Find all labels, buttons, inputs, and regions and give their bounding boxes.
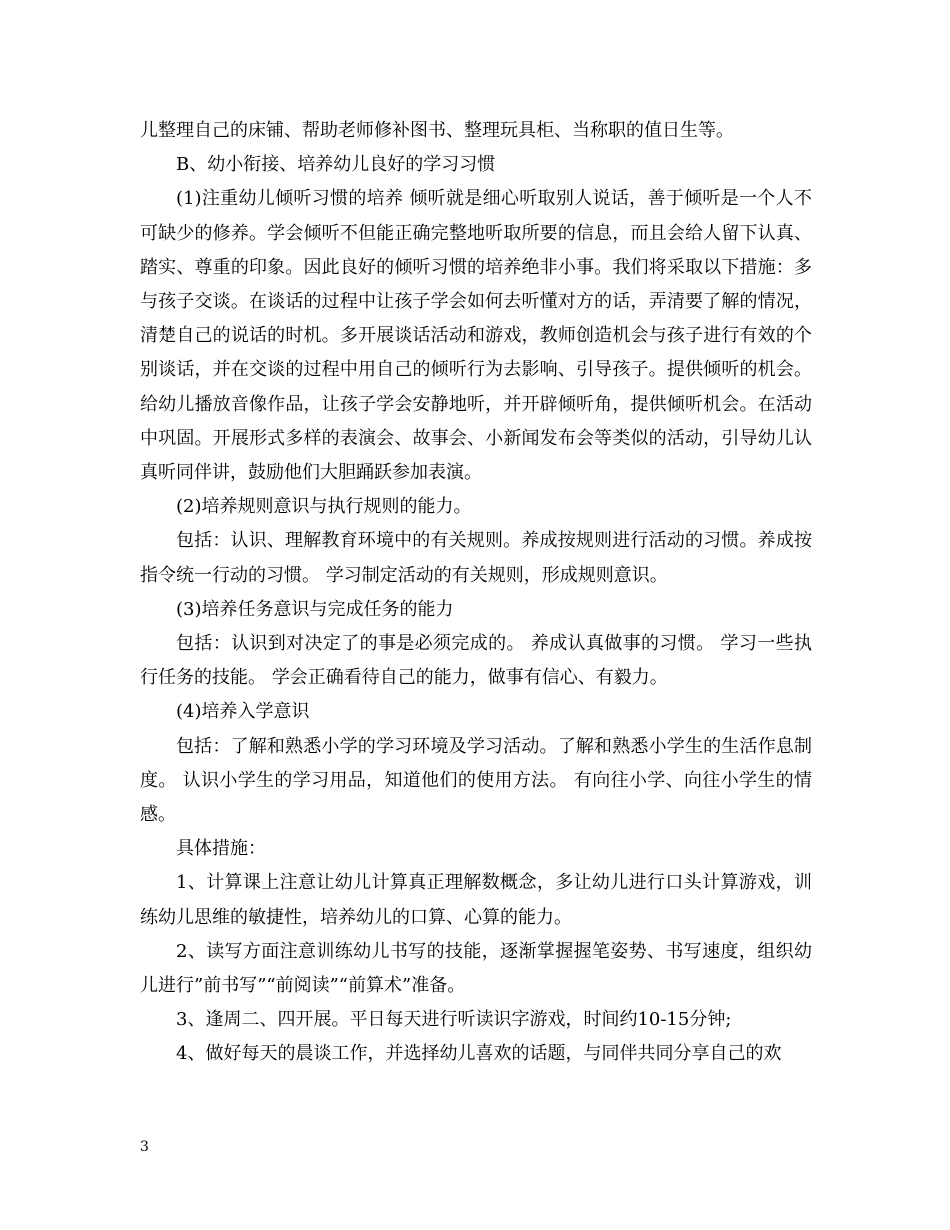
paragraph-rules: 包括：认识、理解教育环境中的有关规则。养成按规则进行活动的习惯。养成按指令统一行动的习惯。 学习制定活动的有关规则，形成规则意识。 — [140, 530, 812, 586]
subheading-rules: (2)培养规则意识与执行规则的能力。 — [176, 496, 472, 518]
subheading-measures: 具体措施： — [176, 838, 266, 860]
measure-item-4: 4、做好每天的晨谈工作，并选择幼儿喜欢的话题，与同伴共同分享自己的欢 — [176, 1043, 782, 1065]
measure-item-3: 3、逢周二、四开展。平日每天进行听读识字游戏，时间约10-15分钟; — [176, 1009, 732, 1031]
document-body — [140, 114, 812, 1072]
paragraph-listening-habits: (1)注重幼儿倾听习惯的培养 倾听就是细心听取别人说话，善于倾听是一个人不可缺少的修养。学会倾听不但能正确完整地听取所要的信息，而且会给人留下认真、踏实、尊重的印象。因此良好的倾听习惯的培养绝非小事。我们将采取以下措施：多与孩子交谈。在谈话的过程中让孩子学会如何去听懂对方的话，弄清要了解的情况，清楚自己的说话的时机。多开展谈话活动和游戏，教师创造机会与孩子进行有效的个别谈话，并在交谈的过程中用自己的倾听行为去影响、引导孩子。提供倾听的机会。给幼儿播放音像作品，让孩子学会安静地听，并开辟倾听角，提供倾听机会。在活动中巩固。开展形式多样的表演会、故事会、小新闻发布会等类似的活动，引导幼儿认真听同伴讲，鼓励他们大胆踊跃参加表演。 — [140, 188, 812, 484]
section-heading-b: B、幼小衔接、培养幼儿良好的学习习惯 — [176, 154, 496, 176]
paragraph-continuation: 儿整理自己的床铺、帮助老师修补图书、整理玩具柜、当称职的值日生等。 — [140, 120, 734, 141]
measure-item-1: 1、计算课上注意让幼儿计算真正理解数概念，多让幼儿进行口头计算游戏，训练幼儿思维的敏捷性，培养幼儿的口算、心算的能力。 — [140, 872, 812, 928]
measure-item-2: 2、读写方面注意训练幼儿书写的技能，逐渐掌握握笔姿势、书写速度，组织幼儿进行”前书写”“前阅读”“前算术”准备。 — [140, 940, 812, 997]
subheading-school-entry: (4)培养入学意识 — [176, 701, 310, 723]
paragraph-tasks: 包括：认识到对决定了的事是必须完成的。 养成认真做事的习惯。 学习一些执行任务的技能。 学会正确看待自己的能力，做事有信心、有毅力。 — [140, 633, 812, 689]
subheading-tasks: (3)培养任务意识与完成任务的能力 — [176, 598, 454, 620]
paragraph-school-entry: 包括：了解和熟悉小学的学习环境及学习活动。了解和熟悉小学生的生活作息制度。 认识小学生的学习用品，知道他们的使用方法。 有向往小学、向往小学生的情感。 — [140, 735, 812, 826]
page-number: 3 — [140, 1139, 149, 1155]
